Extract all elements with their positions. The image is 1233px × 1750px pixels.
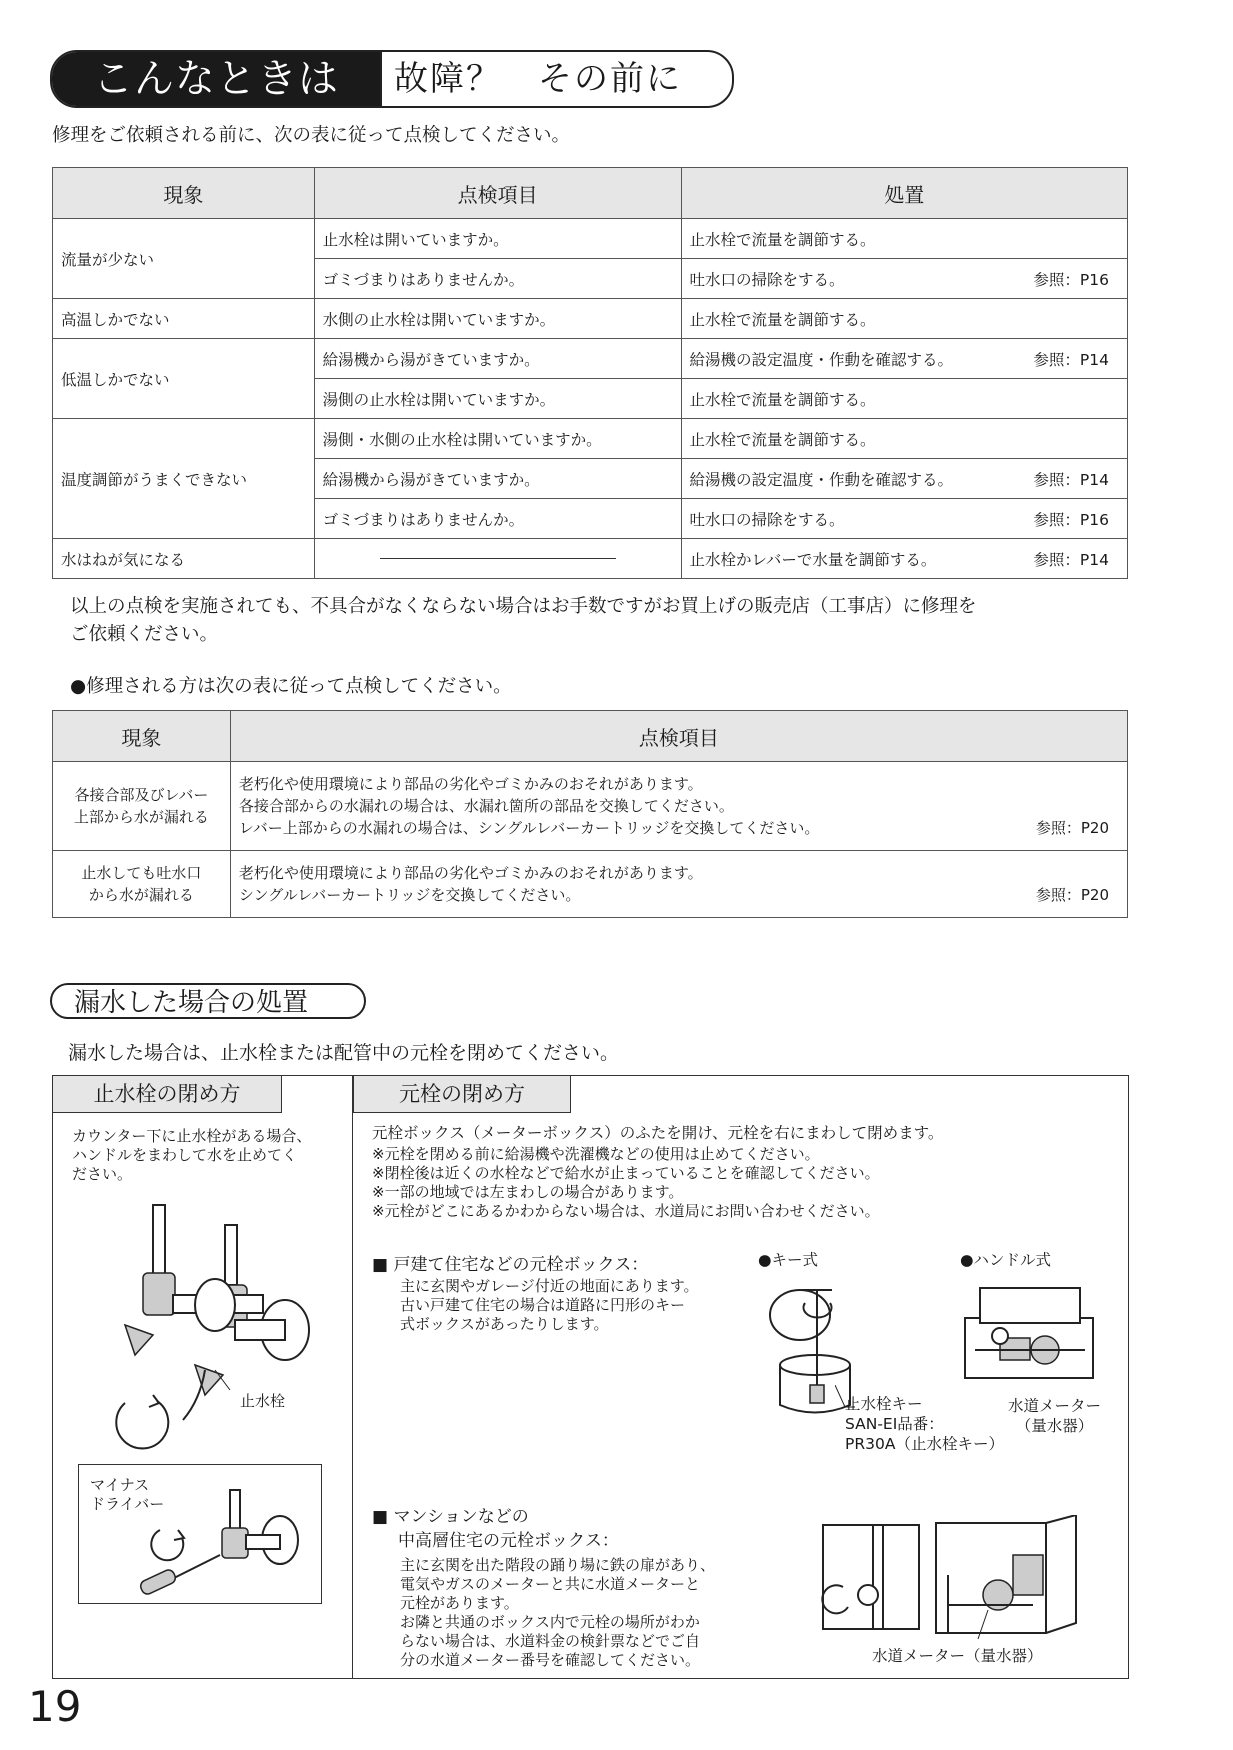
check-cell-empty [314, 539, 681, 579]
repairer-table [52, 710, 1128, 918]
page-title [50, 50, 734, 108]
action-cell [681, 459, 1127, 499]
check-cell: 止水栓は開いていますか。 [314, 219, 681, 259]
text-line: ドライバー [90, 1495, 165, 1513]
symptom-cell: 高温しかでない [53, 299, 315, 339]
valve-label: 止水栓 [240, 1392, 286, 1410]
box-divider [352, 1075, 353, 1678]
action-text: 給湯機の設定温度・作動を確認する。 [689, 350, 954, 369]
page-reference: 参照：P20 [1035, 886, 1109, 904]
action-cell [681, 339, 1127, 379]
check-line [239, 817, 1119, 839]
check-cell: 給湯機から湯がきていますか。 [314, 459, 681, 499]
handle-box-illustration [960, 1278, 1100, 1388]
table-row [53, 339, 1128, 379]
symptom-cell [53, 851, 231, 918]
screwdriver-illustration [130, 1480, 310, 1600]
text-line: マイナス [90, 1476, 150, 1494]
page-number: 19 [28, 1682, 82, 1731]
check-text: シングルレバーカートリッジを交換してください。 [238, 886, 581, 904]
title-white-part: 故障？ その前に [394, 59, 682, 99]
action-cell [681, 259, 1127, 299]
col-header: 点検項目 [230, 711, 1127, 762]
left-instructions [72, 1127, 311, 1184]
symptom-line: から水が漏れる [88, 886, 194, 904]
action-text: 給湯機の設定温度・作動を確認する。 [689, 470, 954, 489]
mansion-box-heading [372, 1505, 619, 1553]
repairer-note: ●修理される方は次の表に従って点検してください。 [70, 676, 512, 697]
leak-section-title: 漏水した場合の処置 [50, 983, 366, 1019]
col-header: 現象 [53, 711, 231, 762]
text-line: 水道メーター [1008, 1397, 1102, 1415]
table-row [53, 851, 1128, 918]
symptom-cell [53, 762, 231, 851]
col-header: 現象 [53, 168, 315, 219]
symptom-cell: 低温しかでない [53, 339, 315, 419]
symptom-line: 各接合部及びレバー [74, 786, 209, 804]
page-reference: 参照：P16 [1033, 510, 1109, 529]
mansion-meter-label: 水道メーター（量水器） [872, 1647, 1043, 1665]
page-reference: 参照：P14 [1033, 470, 1109, 489]
text-line: 古い戸建て住宅の場合は道路に円形のキー [400, 1296, 686, 1314]
note-line: ※一部の地域では左まわしの場合があります。 [372, 1183, 684, 1201]
action-cell [681, 499, 1127, 539]
text-line: 止水栓キー [845, 1395, 923, 1413]
right-tab-label: 元栓の閉め方 [353, 1075, 571, 1113]
action-cell [681, 299, 1127, 339]
text-line: カウンター下に止水栓がある場合、 [72, 1127, 312, 1145]
check-line: 老朽化や使用環境により部品の劣化やゴミかみのおそれがあります。 [238, 864, 703, 882]
intro-text: 修理をご依頼される前に、次の表に従って点検してください。 [52, 125, 571, 146]
check-cell: ゴミづまりはありませんか。 [314, 499, 681, 539]
text-line: （量水器） [1015, 1417, 1094, 1435]
symptom-cell: 温度調節がうまくできない [53, 419, 315, 539]
text-line: SAN-EI品番： [845, 1415, 944, 1433]
table-header-row [53, 168, 1128, 219]
action-text: 吐水口の掃除をする。 [689, 510, 845, 529]
action-text: 吐水口の掃除をする。 [689, 270, 845, 289]
check-cell: 給湯機から湯がきていますか。 [314, 339, 681, 379]
leak-intro: 漏水した場合は、止水栓または配管中の元栓を閉めてください。 [68, 1042, 620, 1064]
symptom-cell: 流量が少ない [53, 219, 315, 299]
action-text: 止水栓かレバーで水量を調節する。 [689, 550, 937, 569]
check-line: 老朽化や使用環境により部品の劣化やゴミかみのおそれがあります。 [238, 775, 703, 793]
note-line: ※元栓を閉める前に給湯機や洗濯機などの使用は止めてください。 [372, 1145, 820, 1163]
dash-line [380, 558, 616, 559]
text-line: PR30A（止水栓キー） [845, 1435, 1004, 1453]
check-cell: 湯側・水側の止水栓は開いていますか。 [314, 419, 681, 459]
meter-label [1008, 1396, 1101, 1436]
house-box-heading: ■ 戸建て住宅などの元栓ボックス： [372, 1255, 649, 1275]
action-cell [681, 419, 1127, 459]
key-type-label: ●キー式 [758, 1251, 819, 1269]
note-line: ※元栓がどこにあるかわからない場合は、水道局にお問い合わせください。 [372, 1202, 880, 1220]
text-line: 電気やガスのメーターと共に水道メーターと [400, 1575, 701, 1593]
valve-illustration [95, 1195, 335, 1455]
action-text: 止水栓で流量を調節する。 [689, 430, 876, 449]
title-divider [380, 52, 382, 106]
repair-note-line1: 以上の点検を実施されても、不具合がなくならない場合はお手数ですがお買上げの販売店（工事店）に修理を [70, 596, 977, 617]
left-tab-label: 止水栓の閉め方 [52, 1075, 282, 1113]
main-valve-notes [372, 1145, 880, 1221]
col-header: 処置 [681, 168, 1127, 219]
house-box-text [400, 1277, 699, 1334]
action-text: 止水栓で流量を調節する。 [689, 390, 876, 409]
text-line: らない場合は、水道料金の検針票などでご自 [400, 1632, 701, 1650]
handle-type-label: ●ハンドル式 [960, 1251, 1052, 1269]
check-line [239, 884, 1119, 906]
table-header-row [53, 711, 1128, 762]
check-cell [230, 851, 1127, 918]
text-line: ■ マンションなどの [372, 1507, 529, 1527]
main-valve-instruction: 元栓ボックス（メーターボックス）のふたを開け、元栓を右にまわして閉めます。 [372, 1124, 944, 1142]
page-reference: 参照：P14 [1033, 550, 1109, 569]
troubleshoot-table [52, 167, 1128, 579]
page-reference: 参照：P16 [1033, 270, 1109, 289]
check-cell: 湯側の止水栓は開いていますか。 [314, 379, 681, 419]
text-line: 主に玄関やガレージ付近の地面にあります。 [400, 1277, 699, 1295]
table-row [53, 419, 1128, 459]
table-row [53, 762, 1128, 851]
table-row [53, 539, 1128, 579]
repair-note-line2: ご依頼ください。 [70, 624, 219, 645]
action-text: 止水栓で流量を調節する。 [689, 310, 876, 329]
text-line: ハンドルをまわして水を止めてく [72, 1146, 298, 1164]
note-line: ※閉栓後は近くの水栓などで給水が止まっていることを確認してください。 [372, 1164, 880, 1182]
symptom-line: 上部から水が漏れる [73, 808, 209, 826]
col-header: 点検項目 [314, 168, 681, 219]
page-reference: 参照：P14 [1033, 350, 1109, 369]
check-text: レバー上部からの水漏れの場合は、シングルレバーカートリッジを交換してください。 [238, 819, 820, 837]
page-reference: 参照：P20 [1035, 819, 1109, 837]
action-cell [681, 539, 1127, 579]
symptom-line: 止水しても吐水口 [81, 864, 202, 882]
action-cell [681, 379, 1127, 419]
title-black-part: こんなときは [52, 52, 380, 106]
text-line: 中高層住宅の元栓ボックス： [398, 1531, 619, 1551]
action-text: 止水栓で流量を調節する。 [689, 230, 876, 249]
check-cell: 水側の止水栓は開いていますか。 [314, 299, 681, 339]
table-row [53, 299, 1128, 339]
key-label [845, 1394, 1004, 1454]
text-line: 分の水道メーター番号を確認してください。 [400, 1651, 701, 1669]
check-line: 各接合部からの水漏れの場合は、水漏れ箇所の部品を交換してください。 [238, 797, 734, 815]
table-row [53, 219, 1128, 259]
action-cell [681, 219, 1127, 259]
text-line: 主に玄関を出た階段の踊り場に鉄の扉があり、 [400, 1556, 716, 1574]
text-line: 元栓があります。 [400, 1594, 519, 1612]
text-line: お隣と共通のボックス内で元栓の場所がわか [400, 1613, 700, 1631]
mansion-box-text [400, 1556, 715, 1670]
mansion-box-illustration [818, 1515, 1078, 1645]
text-line: ださい。 [72, 1165, 133, 1183]
check-cell [230, 762, 1127, 851]
text-line: 式ボックスがあったりします。 [400, 1315, 609, 1333]
symptom-cell: 水はねが気になる [53, 539, 315, 579]
check-cell: ゴミづまりはありませんか。 [314, 259, 681, 299]
